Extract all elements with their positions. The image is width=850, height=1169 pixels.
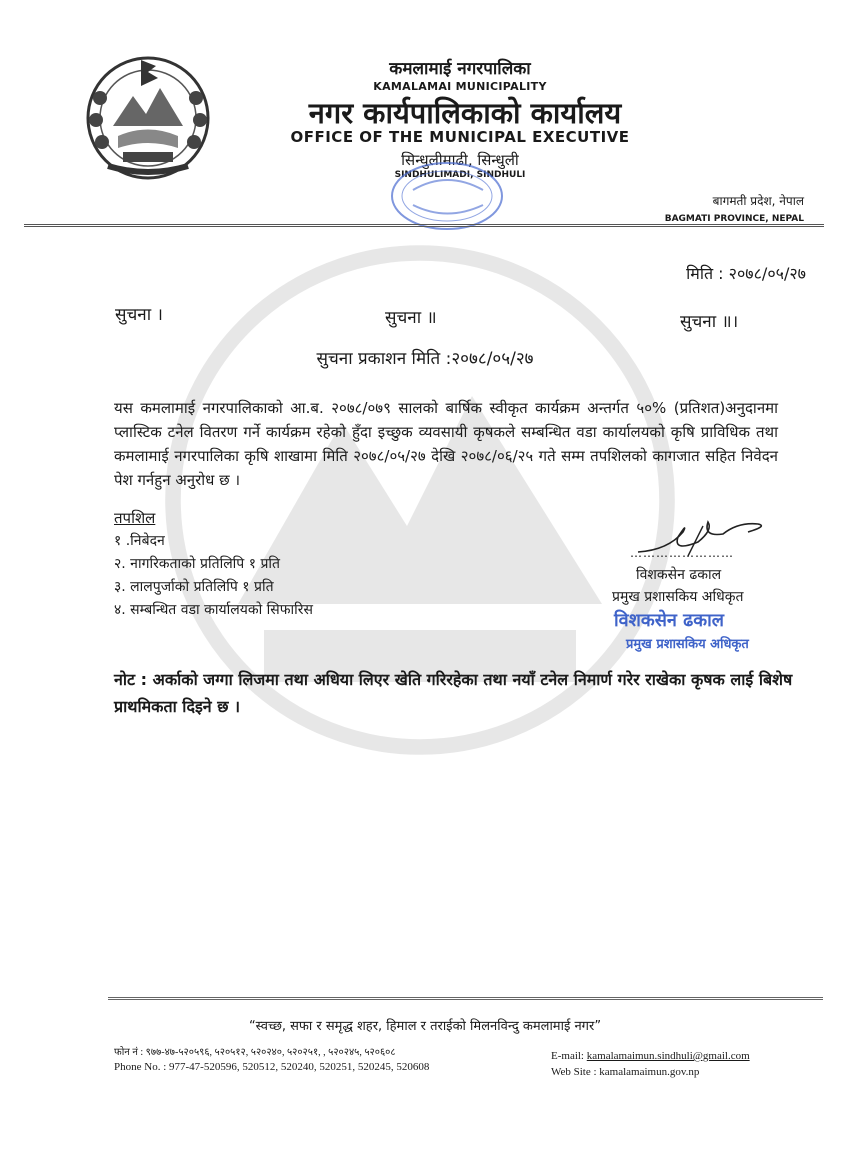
province-en: BAGMATI PROVINCE, NEPAL <box>664 214 804 224</box>
phone-en: Phone No. : 977-47-520596, 520512, 520240, 520251, 520245, 520608 <box>114 1061 430 1073</box>
list-item: ३. लालपुर्जाको प्रतिलिपि १ प्रति <box>114 579 274 595</box>
signatory-stamp-title: प्रमुख प्रशासकिय अधिकृत <box>626 637 749 652</box>
signatory-name: विशकसेन ढकाल <box>636 567 722 583</box>
phone-np: फोन नं : ९७७-४७-५२०५९६, ५२०५१२, ५२०२४०, ५२०२५१, , ५२०२४५, ५२०६०८ <box>114 1047 396 1058</box>
email-link[interactable]: kamalamaimun.sindhuli@gmail.com <box>586 1050 750 1062</box>
notice-heading-2: सुचना ॥ <box>385 308 437 328</box>
office-title-en: OFFICE OF THE MUNICIPAL EXECUTIVE <box>290 128 630 146</box>
priority-note: नोट : अर्काको जग्गा लिजमा तथा अधिया लिएर खेति गरिरहेका तथा नयाँ टनेल निमार्ण गरेर राखेका कृषक लाई बिशेष प्राथमिकता दिइने छ । <box>114 670 793 716</box>
notice-paragraph: यस कमलामाई नगरपालिकाको आ.ब. २०७८/०७९ सालको बार्षिक स्वीकृत कार्यक्रम अन्तर्गत ५०% (प्रतिशत)अनुदानमा प्लास्टिक टनेल वितरण गर्ने कार्यक्रम रहेको हुँदा इच्छुक व्यवसायी कृषकले सम्बन्धित वडा कार्यालयको कृषि प्राविधिक तथा कमलामाई नगरपालिका कृषि शाखामा मिति २०७८/०५/२७ देखि २०७८/०६/२५ गते सम्म तपशिलको कागजात सहित निवेदन पेश गर्नहुन अनुरोध छ । <box>114 399 778 489</box>
website-line: Web Site : kamalamaimun.gov.np <box>551 1066 700 1078</box>
list-item: १ .निबेदन <box>114 533 165 549</box>
notice-heading-1: सुचना । <box>115 305 163 325</box>
province-np: बागमती प्रदेश, नेपाल <box>712 194 804 208</box>
municipality-name-en: KAMALAMAI MUNICIPALITY <box>373 80 547 93</box>
signatory-stamp-name: विशकसेन ढकाल <box>614 610 724 631</box>
municipality-name-np: कमलामाई नगरपालिका <box>389 59 531 79</box>
place-en: SINDHULIMADI, SINDHULI <box>394 170 526 180</box>
office-title-np: नगर कार्यपालिकाको कार्यालय <box>308 96 622 130</box>
footer-divider <box>108 997 823 1000</box>
header-divider <box>24 224 824 227</box>
publication-date: सुचना प्रकाशन मिति :२०७८/०५/२७ <box>316 349 534 369</box>
list-item: ४. सम्बन्धित वडा कार्यालयको सिफारिस <box>114 602 313 618</box>
footer-motto: “स्वच्छ, सफा र समृद्ध शहर, हिमाल र तराईको मिलनविन्दु कमलामाई नगर” <box>248 1019 602 1034</box>
nepal-emblem-icon <box>78 48 218 188</box>
tapsil-heading: तपशिल <box>114 509 156 527</box>
place-np: सिन्धुलीमाढी, सिन्धुली <box>401 151 519 169</box>
signatory-title: प्रमुख प्रशासकिय अधिकृत <box>612 589 744 605</box>
office-round-stamp-icon <box>388 160 506 232</box>
notice-heading-3: सुचना ॥। <box>680 312 739 332</box>
email-line <box>551 1050 750 1062</box>
tapsil-list <box>114 530 313 622</box>
email-label: E-mail: <box>551 1050 587 1062</box>
signature-line: …………………… <box>630 546 734 560</box>
list-item: २. नागरिकताको प्रतिलिपि १ प्रति <box>114 556 281 572</box>
letter-date: मिति : २०७८/०५/२७ <box>686 264 806 283</box>
